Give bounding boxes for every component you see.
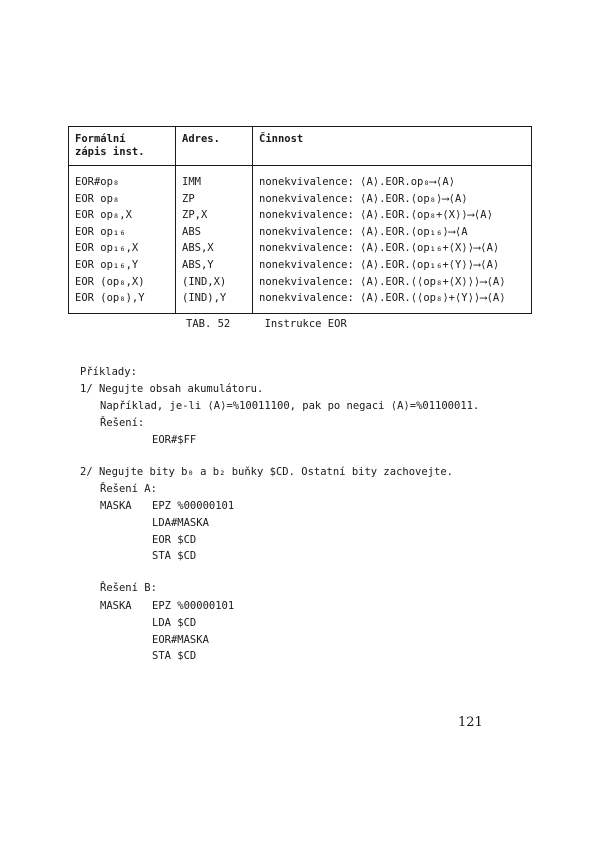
table-row: [69, 274, 532, 291]
code-line: EPZ %00000101: [152, 500, 235, 512]
row-operation: nonekvivalence: ⟨A⟩.EOR.⟨op₈+⟨X⟩⟩⟶⟨A⟩: [253, 207, 532, 224]
table-row: [69, 224, 532, 241]
caption-title: Instrukce EOR: [264, 318, 347, 330]
code-line: LDA $CD: [152, 617, 197, 629]
code-label: MASKA: [100, 600, 132, 612]
code-line: STA $CD: [152, 550, 197, 562]
solution-b-label: Řešení B:: [100, 582, 157, 594]
code-line: STA $CD: [152, 650, 197, 662]
code-label: MASKA: [100, 500, 132, 512]
row-operation: nonekvivalence: ⟨A⟩.EOR.⟨op₁₆⟩⟶⟨A: [253, 224, 532, 241]
code-line: EOR#MASKA: [152, 634, 209, 646]
table-row: [69, 191, 532, 208]
table-row: [69, 240, 532, 257]
example-1-code: EOR#$FF: [152, 434, 197, 446]
row-instruction: EOR (op₈),Y: [69, 290, 176, 313]
row-addressing-mode: ZP: [176, 191, 253, 208]
code-line: EPZ %00000101: [152, 600, 235, 612]
row-operation: nonekvivalence: ⟨A⟩.EOR.⟨op₁₆+⟨Y⟩⟩⟶⟨A⟩: [253, 257, 532, 274]
row-operation: nonekvivalence: ⟨A⟩.EOR.⟨⟨op₈⟩+⟨Y⟩⟩⟶⟨A⟩: [253, 290, 532, 313]
table-header-row: [69, 127, 532, 166]
code-line: EOR $CD: [152, 534, 197, 546]
table-row: [69, 257, 532, 274]
caption-number: TAB. 52: [186, 318, 231, 330]
row-operation: nonekvivalence: ⟨A⟩.EOR.⟨op₁₆+⟨X⟩⟩⟶⟨A⟩: [253, 240, 532, 257]
row-addressing-mode: ZP,X: [176, 207, 253, 224]
row-instruction: EOR op₈,X: [69, 207, 176, 224]
row-addressing-mode: (IND),Y: [176, 290, 253, 313]
row-operation: nonekvivalence: ⟨A⟩.EOR.op₈⟶⟨A⟩: [253, 166, 532, 191]
code-line: LDA#MASKA: [152, 517, 209, 529]
example-2-task: 2/ Negujte bity b₀ a b₂ buňky $CD. Ostatní bity zachovejte.: [80, 466, 453, 478]
table-caption: [186, 318, 347, 330]
solution-a-label: Řešení A:: [100, 483, 157, 495]
row-instruction: EOR op₁₆,X: [69, 240, 176, 257]
example-1-task: 1/ Negujte obsah akumulátoru.: [80, 383, 264, 395]
page-number: 121: [458, 715, 483, 730]
row-operation: nonekvivalence: ⟨A⟩.EOR.⟨⟨op₈+⟨X⟩⟩⟩⟶⟨A⟩: [253, 274, 532, 291]
eor-instruction-table: [68, 126, 532, 314]
examples-heading: Příklady:: [80, 366, 137, 378]
row-operation: nonekvivalence: ⟨A⟩.EOR.⟨op₈⟩⟶⟨A⟩: [253, 191, 532, 208]
row-addressing-mode: ABS: [176, 224, 253, 241]
row-addressing-mode: IMM: [176, 166, 253, 191]
example-1-description: Například, je-li ⟨A⟩=%10011100, pak po negaci ⟨A⟩=%01100011.: [100, 400, 480, 412]
header-operation: Činnost: [253, 127, 532, 166]
header-formal-notation: [69, 127, 176, 166]
row-addressing-mode: (IND,X): [176, 274, 253, 291]
header-addressing: Adres.: [176, 127, 253, 166]
table-row: [69, 290, 532, 313]
row-instruction: EOR op₁₆,Y: [69, 257, 176, 274]
example-1-solution-label: Řešení:: [100, 417, 145, 429]
header-formal-line-1: Formální: [75, 133, 126, 145]
row-instruction: EOR op₈: [69, 191, 176, 208]
header-formal-line-2: zápis inst.: [75, 146, 145, 158]
table-row: [69, 166, 532, 191]
row-addressing-mode: ABS,Y: [176, 257, 253, 274]
row-instruction: EOR op₁₆: [69, 224, 176, 241]
row-instruction: EOR#op₈: [69, 166, 176, 191]
row-addressing-mode: ABS,X: [176, 240, 253, 257]
row-instruction: EOR (op₈,X): [69, 274, 176, 291]
table-row: [69, 207, 532, 224]
